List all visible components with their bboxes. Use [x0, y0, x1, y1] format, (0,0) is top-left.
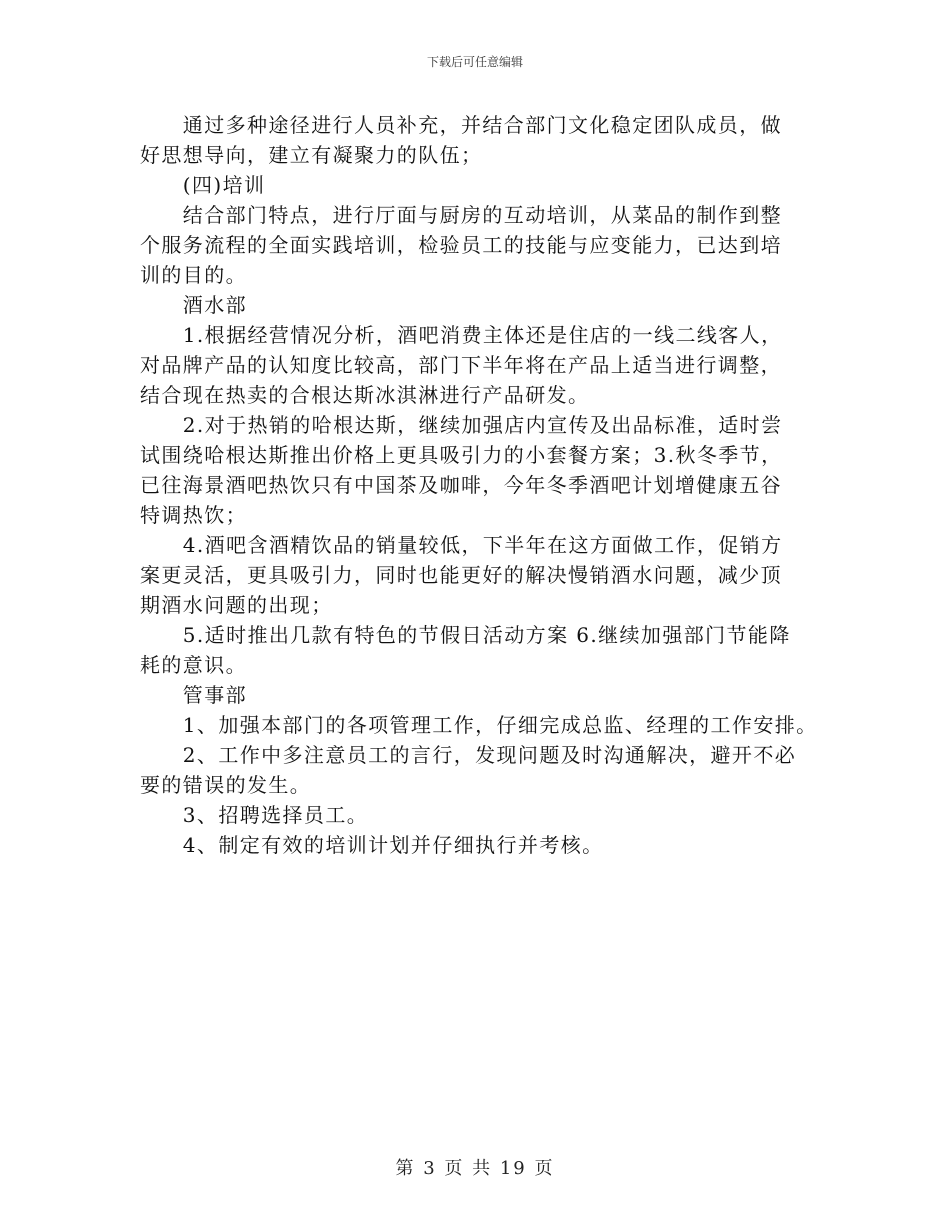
paragraph	[140, 530, 820, 620]
paragraph	[140, 830, 820, 860]
paragraph	[140, 200, 820, 290]
page-header-note: 下载后可任意编辑	[426, 55, 523, 69]
text-line: 1、加强本部门的各项管理工作，仔细完成总监、经理的工作安排。	[140, 713, 818, 737]
text-line: 3、招聘选择员工。	[140, 803, 369, 827]
document-body	[140, 110, 820, 860]
section-heading-beverage-dept	[140, 290, 820, 320]
section-heading-training	[140, 170, 820, 200]
text-line: 通过多种途径进行人员补充，并结合部门文化稳定团队成员，做	[140, 113, 782, 137]
text-line: 案更灵活，更具吸引力，同时也能更好的解决慢销酒水问题，减少顶	[140, 563, 782, 587]
paragraph	[140, 410, 820, 530]
section-heading-stewarding-dept	[140, 680, 820, 710]
paragraph	[140, 710, 820, 740]
text-line: 对品牌产品的认知度比较高，部门下半年将在产品上适当进行调整，	[140, 353, 782, 377]
text-line: 酒水部	[140, 293, 247, 317]
page-number-footer: 第 3 页 共 19 页	[395, 1158, 555, 1179]
text-line: 4.酒吧含酒精饮品的销量较低，下半年在这方面做工作，促销方	[140, 533, 783, 557]
text-line: 要的错误的发生。	[140, 773, 312, 797]
text-line: 2、工作中多注意员工的言行，发现问题及时沟通解决，避开不必	[140, 743, 797, 767]
text-line: 期酒水问题的出现；	[140, 593, 333, 617]
text-line: 特调热饮；	[140, 503, 247, 527]
paragraph	[140, 110, 820, 170]
text-line: 2.对于热销的哈根达斯，继续加强店内宣传及出品标准，适时尝	[140, 413, 783, 437]
text-line: 结合部门特点，进行厅面与厨房的互动培训，从菜品的制作到整	[140, 203, 782, 227]
text-line: 5.适时推出几款有特色的节假日活动方案 6.继续加强部门节能降	[140, 623, 791, 647]
text-line: 好思想导向，建立有凝聚力的队伍；	[140, 143, 483, 167]
text-line: 耗的意识。	[140, 653, 247, 677]
text-line: 管事部	[140, 683, 247, 707]
paragraph	[140, 800, 820, 830]
paragraph	[140, 620, 820, 680]
text-line: 试围绕哈根达斯推出价格上更具吸引力的小套餐方案；3.秋冬季节，	[140, 443, 783, 467]
text-line: 结合现在热卖的合根达斯冰淇淋进行产品研发。	[140, 383, 590, 407]
text-line: 训的目的。	[140, 263, 247, 287]
text-line: (四)培训	[140, 173, 266, 197]
paragraph	[140, 320, 820, 410]
text-line: 1.根据经营情况分析，酒吧消费主体还是住店的一线二线客人，	[140, 323, 783, 347]
paragraph	[140, 740, 820, 800]
text-line: 个服务流程的全面实践培训，检验员工的技能与应变能力，已达到培	[140, 233, 782, 257]
text-line: 4、制定有效的培训计划并仔细执行并考核。	[140, 833, 604, 857]
text-line: 已往海景酒吧热饮只有中国茶及咖啡，今年冬季酒吧计划增健康五谷	[140, 473, 782, 497]
